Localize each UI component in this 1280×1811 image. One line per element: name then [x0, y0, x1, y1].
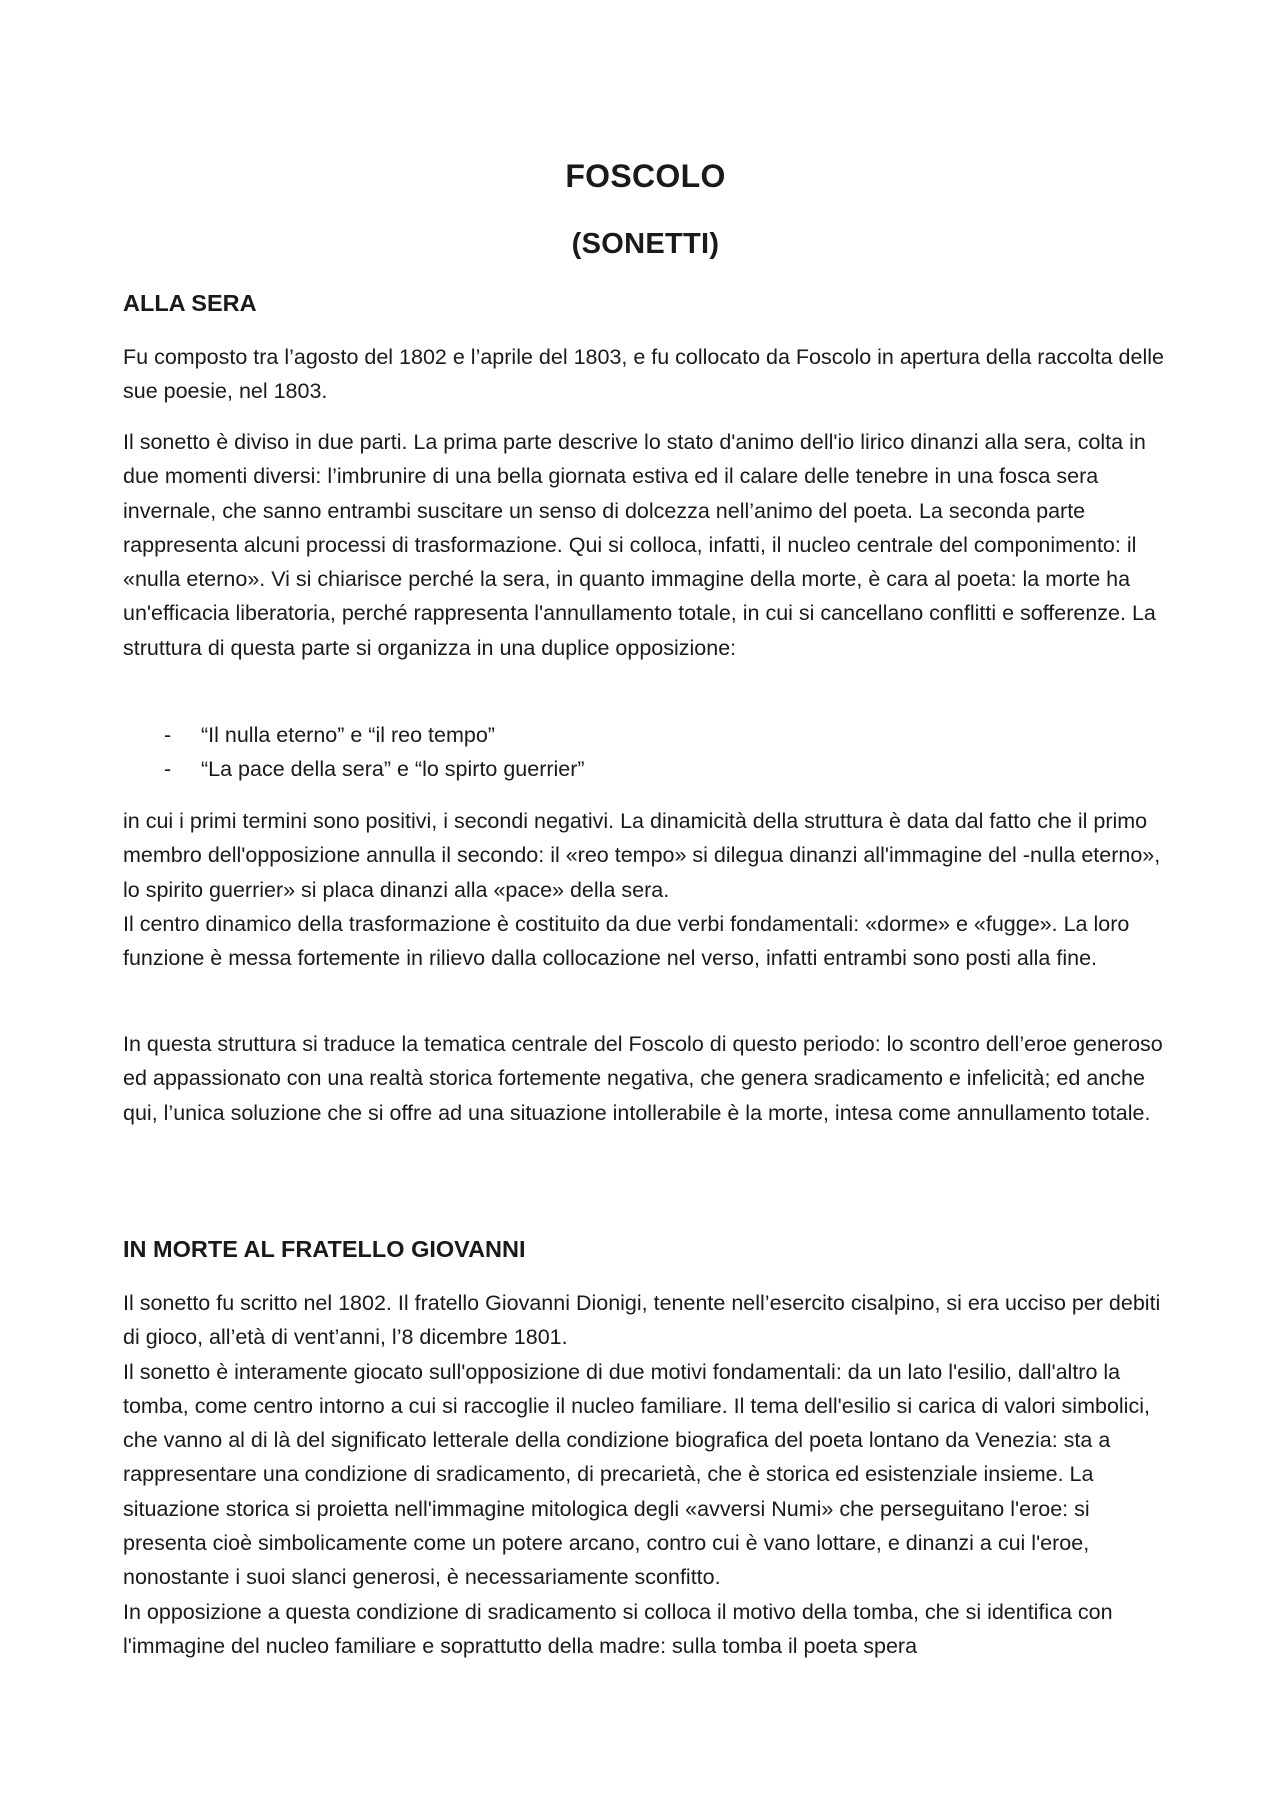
paragraph-text: Il sonetto è interamente giocato sull'opposizione di due motivi fondamentali: da un lato l'esilio, dall'altro la tomba, come centro intorno a cui si raccoglie il nucleo familiare. Il tema dell'esilio si carica di valori simbolici, che vanno al di là del significato letterale della condizione biografica del poeta lontano da Venezia: sta a rappresentare una condizione di sradicamento, di precarietà, che è storica ed esistenziale insieme. La situazione storica si proietta nell'immagine mitologica degli «avversi Numi» che perseguitano l'eroe: si presenta cioè simbolicamente come un potere arcano, contro cui è vano lottare, e dinanzi a cui l'eroe, nonostante i suoi slanci generosi, è necessariamente sconfitto.: [123, 1359, 1150, 1590]
list-item: [123, 752, 1168, 786]
document-title: FOSCOLO: [565, 158, 726, 194]
section-heading-alla-sera: ALLA SERA: [123, 290, 257, 316]
list-marker: -: [164, 723, 172, 747]
paragraph-text: In opposizione a questa condizione di sradicamento si colloca il motivo della tomba, che si identifica con l'immagine del nucleo familiare e soprattutto della madre: sulla tomba il poeta spera: [123, 1599, 1113, 1658]
paragraph-theme: [123, 1027, 1168, 1130]
paragraph-giovanni: [123, 1286, 1168, 1663]
paragraph-text: Il sonetto fu scritto nel 1802. Il fratello Giovanni Dionigi, tenente nell’esercito cisalpino, si era ucciso per debiti di gioco, all’età di vent’anni, l’8 dicembre 1801.: [123, 1291, 1161, 1350]
paragraph-text: Fu composto tra l’agosto del 1802 e l’aprile del 1803, e fu collocato da Foscolo in apertura della raccolta delle sue poesie, nel 1803.: [123, 345, 1164, 404]
paragraph-text: Il sonetto è diviso in due parti. La prima parte descrive lo stato d'animo dell'io lirico dinanzi alla sera, colta in due momenti diversi: l’imbrunire di una bella giornata estiva ed il calare delle tenebre in una fosca sera invernale, che sanno entrambi suscitare un senso di dolcezza nell’animo del poeta. La seconda parte rappresenta alcuni processi di trasformazione. Qui si colloca, infatti, il nucleo centrale del componimento: il «nulla eterno». Vi si chiarisce perché la sera, in quanto immagine della morte, è cara al poeta: la morte ha un'efficacia liberatoria, perché rappresenta l'annullamento totale, in cui si cancellano conflitti e sofferenze. La struttura di questa parte si organizza in una duplice opposizione:: [123, 430, 1156, 660]
list-item: [123, 718, 1168, 752]
paragraph-text: In questa struttura si traduce la tematica centrale del Foscolo di questo periodo: lo scontro dell’eroe generoso ed appassionato con una realtà storica fortemente negativa, che genera sradicamento e infelicità; ed anche qui, l’unica soluzione che si offre ad una situazione intollerabile è la morte, intesa come annullamento totale.: [123, 1032, 1163, 1125]
list-item-text: “La pace della sera” e “lo spirto guerrier”: [201, 757, 585, 781]
opposition-list: [123, 718, 1168, 786]
list-item-text: “Il nulla eterno” e “il reo tempo”: [201, 723, 495, 747]
paragraph-text: in cui i primi termini sono positivi, i secondi negativi. La dinamicità della struttura è data dal fatto che il primo membro dell'opposizione annulla il secondo: il «reo tempo» si dilegua dinanzi all'immagine del -nulla eterno», lo spirito guerrier» si placa dinanzi alla «pace» della sera.: [123, 809, 1161, 902]
document-subtitle: (SONETTI): [571, 228, 720, 260]
section-heading-in-morte: IN MORTE AL FRATELLO GIOVANNI: [123, 1236, 526, 1262]
paragraph-text: Il centro dinamico della trasformazione è costituito da due verbi fondamentali: «dorme» e «fugge». La loro funzione è messa fortemente in rilievo dalla collocazione nel verso, infatti entrambi sono posti alla fine.: [123, 911, 1130, 971]
paragraph-composition: [123, 340, 1168, 409]
paragraph-structure: [123, 425, 1168, 665]
list-marker: -: [164, 757, 172, 781]
paragraph-dynamics: [123, 804, 1168, 975]
